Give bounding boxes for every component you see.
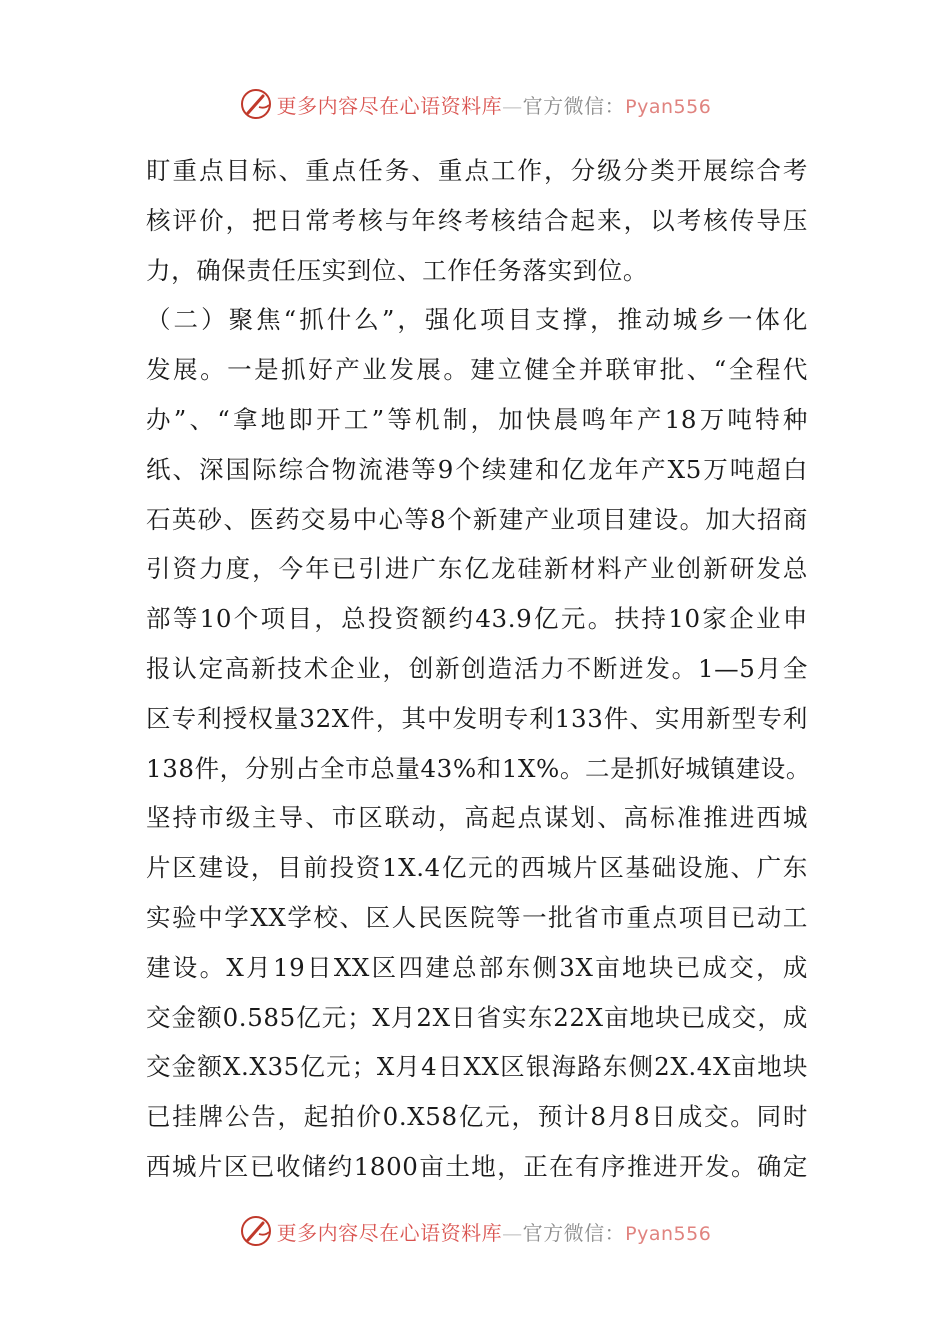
text-line: 建设。X月19日XX区四建总部东侧3X亩地块已成交，成 xyxy=(146,952,808,982)
pen-circle-logo-icon xyxy=(239,1214,273,1248)
watermark-dash: — xyxy=(502,1220,523,1245)
watermark-wechat-id: Pyan556 xyxy=(625,1222,712,1245)
text-line: 石英砂、医药交易中心等8个新建产业项目建设。加大招商 xyxy=(146,504,808,534)
text-line: 138件，分别占全市总量43%和1X%。二是抓好城镇建设。 xyxy=(146,753,811,783)
text-line: 西城片区已收储约1800亩土地，正在有序推进开发。确定 xyxy=(146,1151,808,1181)
watermark-wechat-label: 官方微信： xyxy=(522,93,626,118)
text-line: 核评价，把日常考核与年终考核结合起来，以考核传导压 xyxy=(146,205,808,235)
watermark-main-text: 更多内容尽在心语资料库 xyxy=(276,93,503,118)
text-line: 盯重点目标、重点任务、重点工作，分级分类开展综合考 xyxy=(146,156,808,185)
text-line: 力，确保责任压实到位、工作任务落实到位。 xyxy=(146,255,648,285)
footer-watermark-banner xyxy=(0,1211,950,1251)
watermark-text xyxy=(277,1217,712,1246)
text-line: 部等10个项目，总投资额约43.9亿元。扶持10家企业申 xyxy=(146,604,808,634)
text-line: 报认定高新技术企业，创新创造活力不断迸发。1—5月全 xyxy=(146,653,808,683)
watermark-wechat-label: 官方微信： xyxy=(522,1220,626,1245)
text-line: 片区建设，目前投资1X.4亿元的西城片区基础设施、广东 xyxy=(146,853,808,883)
text-line: 引资力度，今年已引进广东亿龙硅新材料产业创新研发总 xyxy=(146,554,808,584)
text-line: 办”、“拿地即开工”等机制，加快晨鸣年产18万吨特种 xyxy=(146,404,808,434)
text-line: 发展。一是抓好产业发展。建立健全并联审批、“全程代 xyxy=(146,355,808,385)
text-line: 区专利授权量32X件，其中发明专利133件、实用新型专利 xyxy=(146,703,808,733)
text-line: 纸、深国际综合物流港等9个续建和亿龙年产X5万吨超白 xyxy=(146,454,808,484)
text-line: 实验中学XX学校、区人民医院等一批省市重点项目已动工 xyxy=(146,902,808,932)
watermark-dash: — xyxy=(502,93,523,118)
text-line: 已挂牌公告，起拍价0.X58亿元，预计8月8日成交。同时 xyxy=(146,1102,808,1132)
text-line: （二）聚焦“抓什么”，强化项目支撑，推动城乡一体化 xyxy=(146,305,808,335)
watermark-main-text: 更多内容尽在心语资料库 xyxy=(276,1220,503,1245)
pen-circle-logo-icon xyxy=(239,87,273,121)
text-line: 交金额0.585亿元；X月2X日省实东22X亩地块已成交，成 xyxy=(146,1002,808,1032)
document-body xyxy=(146,146,811,1192)
text-line: 交金额X.X35亿元；X月4日XX区银海路东侧2X.4X亩地块 xyxy=(146,1052,808,1082)
watermark-text xyxy=(277,90,712,119)
watermark-wechat-id: Pyan556 xyxy=(625,95,712,118)
header-watermark-banner xyxy=(0,84,950,124)
text-line: 坚持市级主导、市区联动，高起点谋划、高标准推进西城 xyxy=(146,803,808,833)
